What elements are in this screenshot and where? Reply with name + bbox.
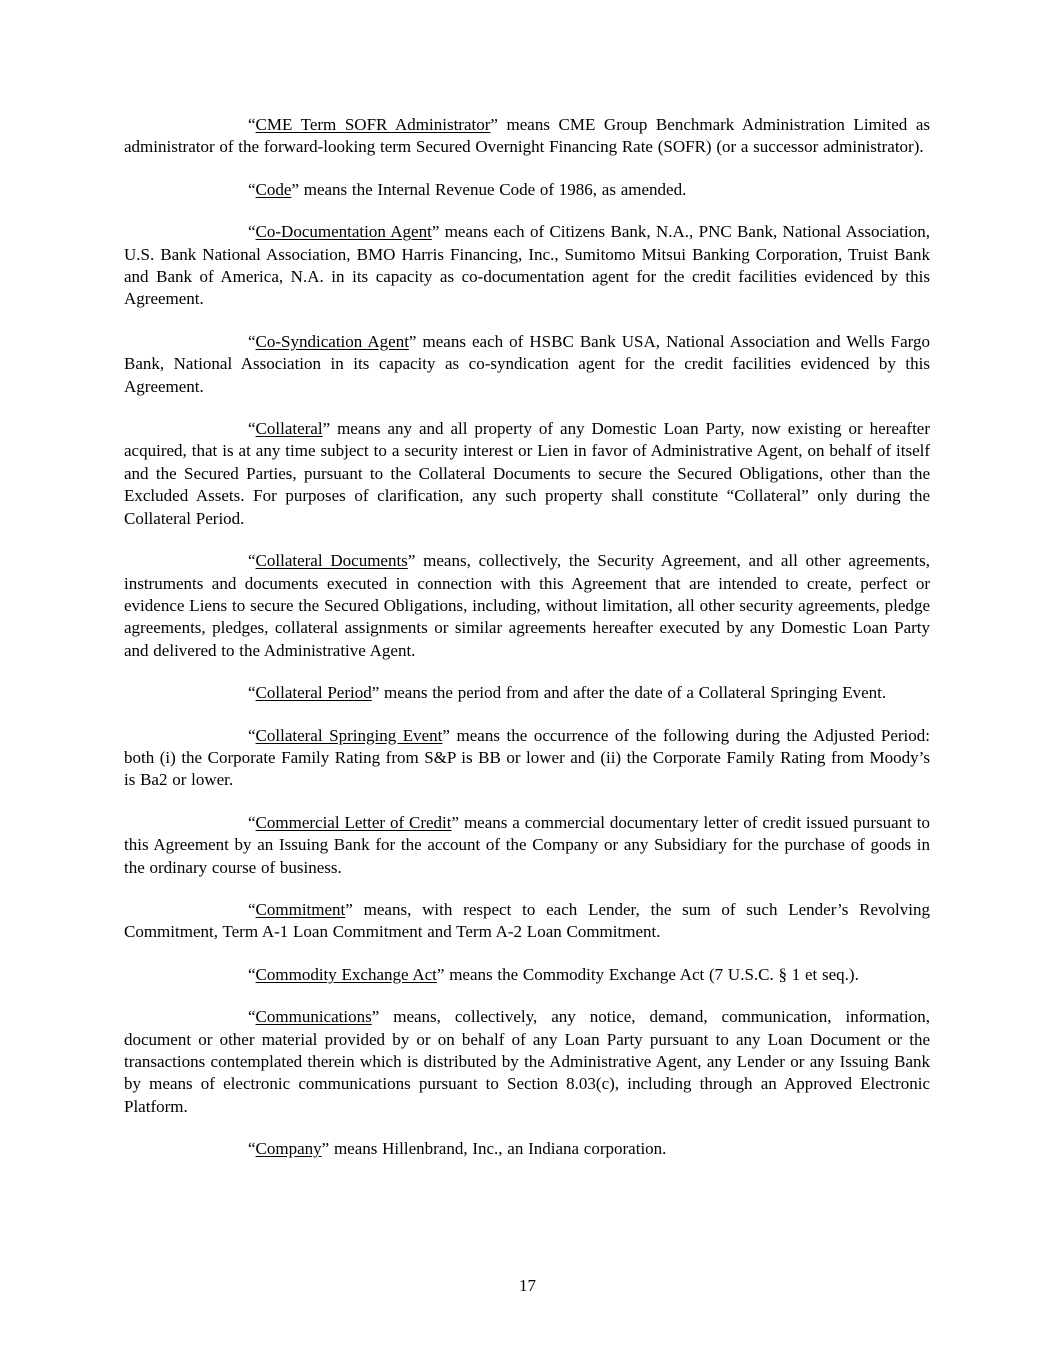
open-quote: “ bbox=[248, 331, 256, 351]
definition-paragraph bbox=[124, 725, 930, 792]
definition-text: ” means a commercial documentary letter of credit issued pursuant to this Agreement by an Issuing Bank for the account of the Company or any Subsidiary for the purchase of goods in the ordinary course of business. bbox=[124, 812, 930, 877]
open-quote: “ bbox=[248, 551, 256, 571]
defined-term: Collateral Documents bbox=[255, 551, 408, 571]
page-number: 17 bbox=[519, 1276, 536, 1295]
defined-term: CME Term SOFR Administrator bbox=[255, 115, 491, 134]
defined-term: Collateral Period bbox=[255, 683, 372, 703]
defined-term: Communications bbox=[255, 1007, 372, 1027]
definition-text: ” means the period from and after the date of a Collateral Springing Event. bbox=[371, 683, 887, 703]
definition-paragraph bbox=[124, 331, 930, 398]
definition-paragraph bbox=[124, 682, 930, 704]
definition-text: ” means the occurrence of the following during the Adjusted Period: both (i) the Corporate Family Rating from S&P is BB or lower and (ii) the Corporate Family Rating from Moody’s is Ba2 or lower. bbox=[124, 725, 930, 790]
definition-paragraph bbox=[124, 550, 930, 662]
open-quote: “ bbox=[248, 179, 256, 199]
open-quote: “ bbox=[248, 964, 256, 984]
definition-paragraph bbox=[124, 1006, 930, 1118]
definition-text: ” means the Commodity Exchange Act (7 U.S.C. § 1 et seq.). bbox=[436, 964, 859, 984]
defined-term: Company bbox=[255, 1139, 322, 1159]
defined-term: Commodity Exchange Act bbox=[255, 964, 437, 984]
defined-term: Collateral Springing Event bbox=[255, 725, 443, 745]
definition-text: ” means the Internal Revenue Code of 1986, as amended. bbox=[291, 179, 687, 199]
definition-paragraph bbox=[124, 899, 930, 944]
open-quote: “ bbox=[248, 1139, 256, 1159]
open-quote: “ bbox=[248, 419, 256, 439]
defined-term: Co-Documentation Agent bbox=[255, 222, 432, 242]
defined-term: Co-Syndication Agent bbox=[255, 331, 409, 351]
definition-paragraph bbox=[124, 964, 930, 986]
definition-text: ” means CME Group Benchmark Administration Limited as administrator of the forward-looking term Secured Overnight Financing Rate (SOFR) (or a successor administrator). bbox=[124, 115, 930, 157]
document-body bbox=[124, 114, 930, 1181]
defined-term: Commercial Letter of Credit bbox=[255, 812, 452, 832]
definition-paragraph bbox=[124, 1138, 930, 1160]
open-quote: “ bbox=[248, 1007, 256, 1027]
definition-text: ” means, with respect to each Lender, the sum of such Lender’s Revolving Commitment, Term A-1 Loan Commitment and Term A-2 Loan Commitment. bbox=[124, 899, 930, 942]
open-quote: “ bbox=[248, 683, 256, 703]
definition-text: ” means any and all property of any Domestic Loan Party, now existing or hereafter acquired, that is at any time subject to a security interest or Lien in favor of Administrative Agent, on behalf of itself and the Secured Parties, pursuant to the Collateral Documents to secure the Secured Obligations, other than the Excluded Assets. For purposes of clarification, any such property shall constitute “Collateral” only during the Collateral Period. bbox=[124, 419, 930, 528]
definition-paragraph bbox=[124, 812, 930, 879]
open-quote: “ bbox=[248, 222, 256, 242]
definition-text: ” means Hillenbrand, Inc., an Indiana corporation. bbox=[321, 1139, 667, 1159]
defined-term: Code bbox=[255, 179, 292, 199]
definition-paragraph bbox=[124, 114, 930, 159]
open-quote: “ bbox=[248, 725, 256, 745]
open-quote: “ bbox=[248, 899, 256, 919]
definition-text: ” means each of HSBC Bank USA, National Association and Wells Fargo Bank, National Association in its capacity as co-syndication agent for the credit facilities evidenced by this Agreement. bbox=[124, 331, 930, 396]
definition-paragraph bbox=[124, 221, 930, 311]
definition-text: ” means, collectively, any notice, demand, communication, information, document or other material provided by or on behalf of any Loan Party pursuant to any Loan Document or the transactions contemplated therein which is distributed by the Administrative Agent, any Lender or any Issuing Bank by means of electronic communications pursuant to Section 8.03(c), including through an Approved Electronic Platform. bbox=[124, 1007, 930, 1116]
open-quote: “ bbox=[248, 812, 256, 832]
open-quote: “ bbox=[248, 115, 256, 134]
definition-paragraph bbox=[124, 418, 930, 530]
defined-term: Commitment bbox=[255, 899, 346, 919]
definition-text: ” means each of Citizens Bank, N.A., PNC Bank, National Association, U.S. Bank National Association, BMO Harris Financing, Inc., Sumitomo Mitsui Banking Corporation, Truist Bank and Bank of America, N.A. in its capacity as co-documentation agent for the credit facilities evidenced by this Agreement. bbox=[124, 222, 930, 309]
definition-paragraph bbox=[124, 179, 930, 201]
defined-term: Collateral bbox=[255, 419, 323, 439]
definition-text: ” means, collectively, the Security Agreement, and all other agreements, instruments and documents executed in connection with this Agreement that are intended to create, perfect or evidence Liens to secure the Secured Obligations, including, without limitation, all other security agreements, pledge agreements, pledges, collateral assignments or similar agreements hereafter executed by any Domestic Loan Party and delivered to the Administrative Agent. bbox=[124, 551, 931, 660]
